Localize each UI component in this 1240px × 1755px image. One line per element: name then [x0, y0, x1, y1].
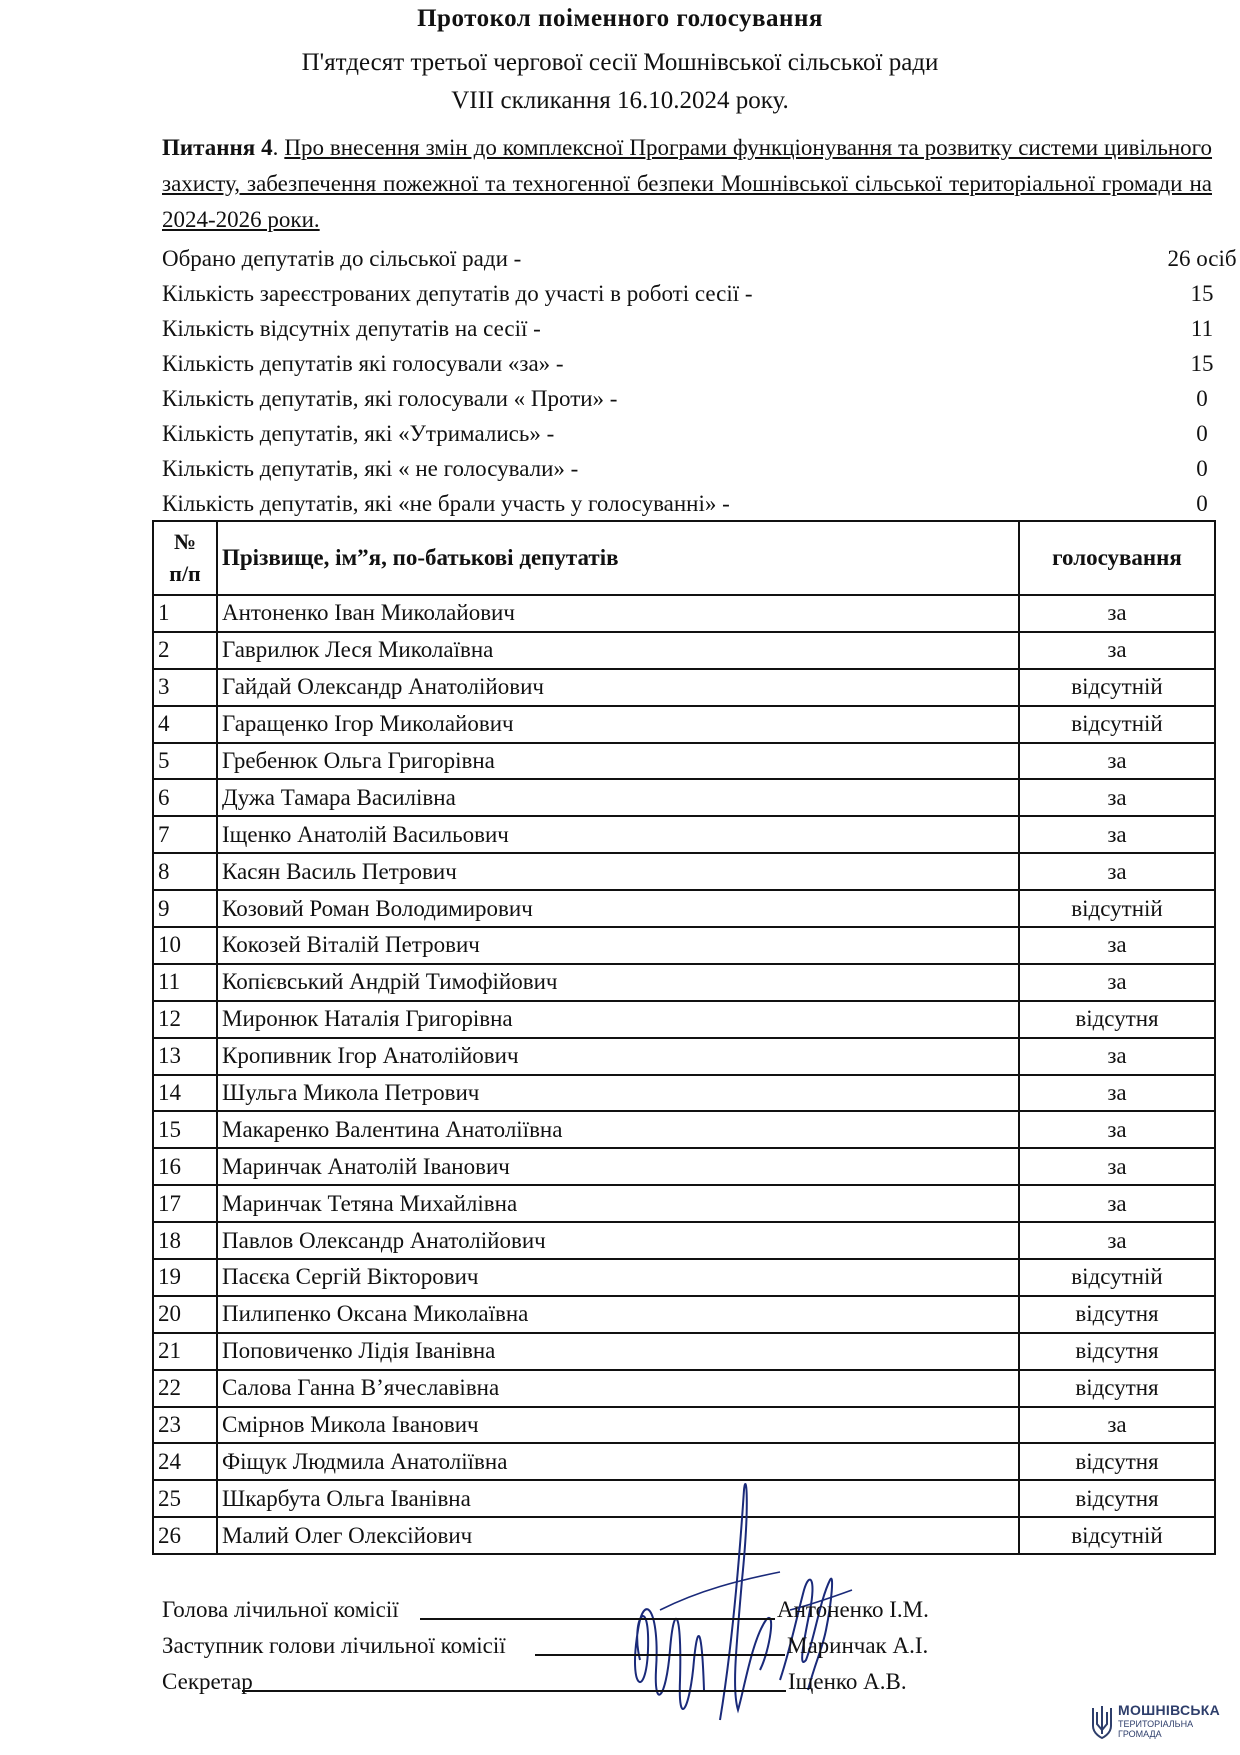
signature-row: [162, 1664, 1162, 1700]
stat-value: 0: [1196, 421, 1208, 446]
stat-value: 15: [1190, 281, 1214, 306]
vote-result: відсутній: [1019, 669, 1215, 706]
question-label: Питання 4: [162, 135, 273, 160]
signature-line: [242, 1690, 786, 1692]
trident-icon: [1090, 1704, 1114, 1740]
vote-result: відсутня: [1019, 1480, 1215, 1517]
signature-row: [162, 1628, 1162, 1664]
row-number: 8: [153, 853, 217, 890]
logo-subtitle: ТЕРИТОРІАЛЬНА ГРОМАДА: [1118, 1719, 1194, 1739]
stat-value: 0: [1196, 456, 1208, 481]
table-row: [153, 1407, 1215, 1444]
row-number: 23: [153, 1407, 217, 1444]
deputy-name: Фіщук Людмила Анатоліївна: [217, 1443, 1019, 1480]
vote-result: за: [1019, 595, 1215, 632]
document-subtitle-date: VIII скликання 16.10.2024 року.: [451, 87, 789, 114]
row-number: 12: [153, 1001, 217, 1038]
row-number: 13: [153, 1038, 217, 1075]
row-number: 22: [153, 1370, 217, 1407]
row-number: 19: [153, 1259, 217, 1296]
deputy-name: Маринчак Анатолій Іванович: [217, 1148, 1019, 1185]
vote-result: відсутній: [1019, 1517, 1215, 1554]
signature-block: [162, 1592, 1162, 1700]
stat-label: Кількість депутатів, які голосували « Проти» -: [162, 386, 618, 411]
deputy-name: Шкарбута Ольга Іванівна: [217, 1480, 1019, 1517]
deputy-name: Шульга Микола Петрович: [217, 1075, 1019, 1112]
deputy-name: Касян Василь Петрович: [217, 853, 1019, 890]
row-number: 16: [153, 1148, 217, 1185]
vote-result: за: [1019, 779, 1215, 816]
stat-label: Обрано депутатів до сільської ради -: [162, 246, 522, 271]
signature-line: [420, 1618, 775, 1620]
deputy-name: Дужа Тамара Василівна: [217, 779, 1019, 816]
table-row: [153, 632, 1215, 669]
table-row: [153, 964, 1215, 1001]
column-header-vote: голосування: [1019, 521, 1215, 595]
column-header-name: Прізвище, ім”я, по-батькові депутатів: [217, 521, 1019, 595]
vote-result: за: [1019, 853, 1215, 890]
table-row: [153, 595, 1215, 632]
signatory-name: Маринчак А.І.: [787, 1633, 929, 1658]
vote-result: за: [1019, 816, 1215, 853]
stat-label: Кількість відсутніх депутатів на сесії -: [162, 316, 541, 341]
vote-result: відсутній: [1019, 706, 1215, 743]
row-number: 5: [153, 743, 217, 780]
deputy-name: Іщенко Анатолій Васильович: [217, 816, 1019, 853]
stat-row: [162, 241, 1237, 276]
deputy-name: Пасєка Сергій Вікторович: [217, 1259, 1019, 1296]
table-row: [153, 1370, 1215, 1407]
stat-row: [162, 486, 1208, 521]
community-logo: [1090, 1700, 1235, 1750]
table-row: [153, 1185, 1215, 1222]
vote-result: за: [1019, 632, 1215, 669]
vote-result: відсутня: [1019, 1370, 1215, 1407]
stat-value: 0: [1196, 491, 1208, 516]
deputy-name: Гаврилюк Леся Миколаївна: [217, 632, 1019, 669]
stat-label: Кількість зареєстрованих депутатів до участі в роботі сесії -: [162, 281, 753, 306]
question-text: Про внесення змін до комплексної Програми функціонування та розвитку системи цивільного захисту, забезпечення пожежної та техногенної безпеки Мошнівської сільської територіальної громади на 2024-2026 роки.: [162, 135, 1213, 232]
deputy-name: Павлов Олександр Анатолійович: [217, 1222, 1019, 1259]
signatory-name: Антоненко І.М.: [777, 1597, 929, 1622]
signature-role: Секретар: [162, 1669, 253, 1694]
row-number: 26: [153, 1517, 217, 1554]
deputy-name: Копієвський Андрій Тимофійович: [217, 964, 1019, 1001]
vote-result: за: [1019, 1148, 1215, 1185]
vote-result: за: [1019, 1407, 1215, 1444]
deputy-name: Козовий Роман Володимирович: [217, 890, 1019, 927]
stat-value: 26 осіб: [1167, 246, 1237, 271]
table-row: [153, 1001, 1215, 1038]
vote-result: відсутній: [1019, 890, 1215, 927]
table-row: [153, 743, 1215, 780]
row-number: 11: [153, 964, 217, 1001]
table-row: [153, 1259, 1215, 1296]
agenda-question: Питання 4. Про внесення змін до комплексної Програми функціонування та розвитку системи цивільного захисту, забезпечення пожежної та техногенної безпеки Мошнівської сільської територіальної громади на 2024-2026 роки.: [162, 135, 1213, 232]
vote-result: за: [1019, 927, 1215, 964]
table-header-row: [153, 521, 1215, 595]
row-number: 1: [153, 595, 217, 632]
deputy-name: Кокозей Віталій Петрович: [217, 927, 1019, 964]
row-number: 7: [153, 816, 217, 853]
stat-row: [162, 416, 1208, 451]
roll-call-table: [152, 520, 1216, 1555]
table-row: [153, 669, 1215, 706]
deputy-name: Антоненко Іван Миколайович: [217, 595, 1019, 632]
deputy-name: Гаращенко Ігор Миколайович: [217, 706, 1019, 743]
deputy-name: Поповиченко Лідія Іванівна: [217, 1333, 1019, 1370]
row-number: 25: [153, 1480, 217, 1517]
table-row: [153, 1222, 1215, 1259]
table-row: [153, 1517, 1215, 1554]
table-row: [153, 816, 1215, 853]
row-number: 4: [153, 706, 217, 743]
table-row: [153, 1075, 1215, 1112]
signatory-name: Іщенко А.В.: [788, 1669, 907, 1694]
deputy-name: Гребенюк Ольга Григорівна: [217, 743, 1019, 780]
stat-label: Кількість депутатів які голосували «за» -: [162, 351, 564, 376]
vote-result: відсутня: [1019, 1443, 1215, 1480]
vote-result: за: [1019, 1222, 1215, 1259]
row-number: 20: [153, 1296, 217, 1333]
vote-result: за: [1019, 1038, 1215, 1075]
signature-line: [535, 1654, 785, 1656]
stat-row: [162, 276, 1214, 311]
stat-value: 0: [1196, 386, 1208, 411]
deputy-name: Маринчак Тетяна Михайлівна: [217, 1185, 1019, 1222]
vote-result: за: [1019, 1111, 1215, 1148]
table-row: [153, 779, 1215, 816]
row-number: 24: [153, 1443, 217, 1480]
vote-result: відсутній: [1019, 1259, 1215, 1296]
row-number: 6: [153, 779, 217, 816]
logo-title: МОШНІВСЬКА: [1118, 1702, 1221, 1718]
row-number: 21: [153, 1333, 217, 1370]
signature-role: Заступник голови лічильної комісії: [162, 1633, 506, 1658]
table-row: [153, 1443, 1215, 1480]
table-row: [153, 890, 1215, 927]
stat-label: Кількість депутатів, які «Утримались» -: [162, 421, 555, 446]
stat-value: 15: [1190, 351, 1214, 376]
table-row: [153, 1333, 1215, 1370]
vote-statistics: [162, 241, 1237, 521]
table-row: [153, 927, 1215, 964]
signature-row: [162, 1592, 1162, 1628]
table-row: [153, 1480, 1215, 1517]
row-number: 3: [153, 669, 217, 706]
vote-result: за: [1019, 1075, 1215, 1112]
vote-result: за: [1019, 964, 1215, 1001]
document-subtitle-session: П'ятдесят третьої чергової сесії Мошнівської сільської ради: [301, 49, 939, 76]
deputy-name: Малий Олег Олексійович: [217, 1517, 1019, 1554]
stat-value: 11: [1190, 316, 1214, 341]
deputy-name: Макаренко Валентина Анатоліївна: [217, 1111, 1019, 1148]
vote-result: відсутня: [1019, 1001, 1215, 1038]
row-number: 2: [153, 632, 217, 669]
stat-label: Кількість депутатів, які « не голосували» -: [162, 456, 579, 481]
table-row: [153, 1111, 1215, 1148]
vote-result: відсутня: [1019, 1296, 1215, 1333]
row-number: 9: [153, 890, 217, 927]
table-row: [153, 1038, 1215, 1075]
row-number: 14: [153, 1075, 217, 1112]
vote-result: за: [1019, 743, 1215, 780]
deputy-name: Гайдай Олександр Анатолійович: [217, 669, 1019, 706]
deputy-name: Пилипенко Оксана Миколаївна: [217, 1296, 1019, 1333]
signature-role: Голова лічильної комісії: [162, 1597, 399, 1622]
table-row: [153, 1148, 1215, 1185]
deputy-name: Смірнов Микола Іванович: [217, 1407, 1019, 1444]
vote-result: за: [1019, 1185, 1215, 1222]
table-row: [153, 706, 1215, 743]
deputy-name: Миронюк Наталія Григорівна: [217, 1001, 1019, 1038]
deputy-name: Салова Ганна В’ячеславівна: [217, 1370, 1019, 1407]
stat-row: [162, 451, 1208, 486]
column-header-number: № п/п: [153, 521, 217, 595]
document-title: Протокол поіменного голосування: [417, 5, 823, 32]
row-number: 18: [153, 1222, 217, 1259]
stat-row: [162, 311, 1214, 346]
row-number: 10: [153, 927, 217, 964]
stat-label: Кількість депутатів, які «не брали участь у голосуванні» -: [162, 491, 730, 516]
stat-row: [162, 346, 1214, 381]
vote-result: відсутня: [1019, 1333, 1215, 1370]
stat-row: [162, 381, 1208, 416]
table-row: [153, 1296, 1215, 1333]
row-number: 15: [153, 1111, 217, 1148]
table-row: [153, 853, 1215, 890]
row-number: 17: [153, 1185, 217, 1222]
deputy-name: Кропивник Ігор Анатолійович: [217, 1038, 1019, 1075]
